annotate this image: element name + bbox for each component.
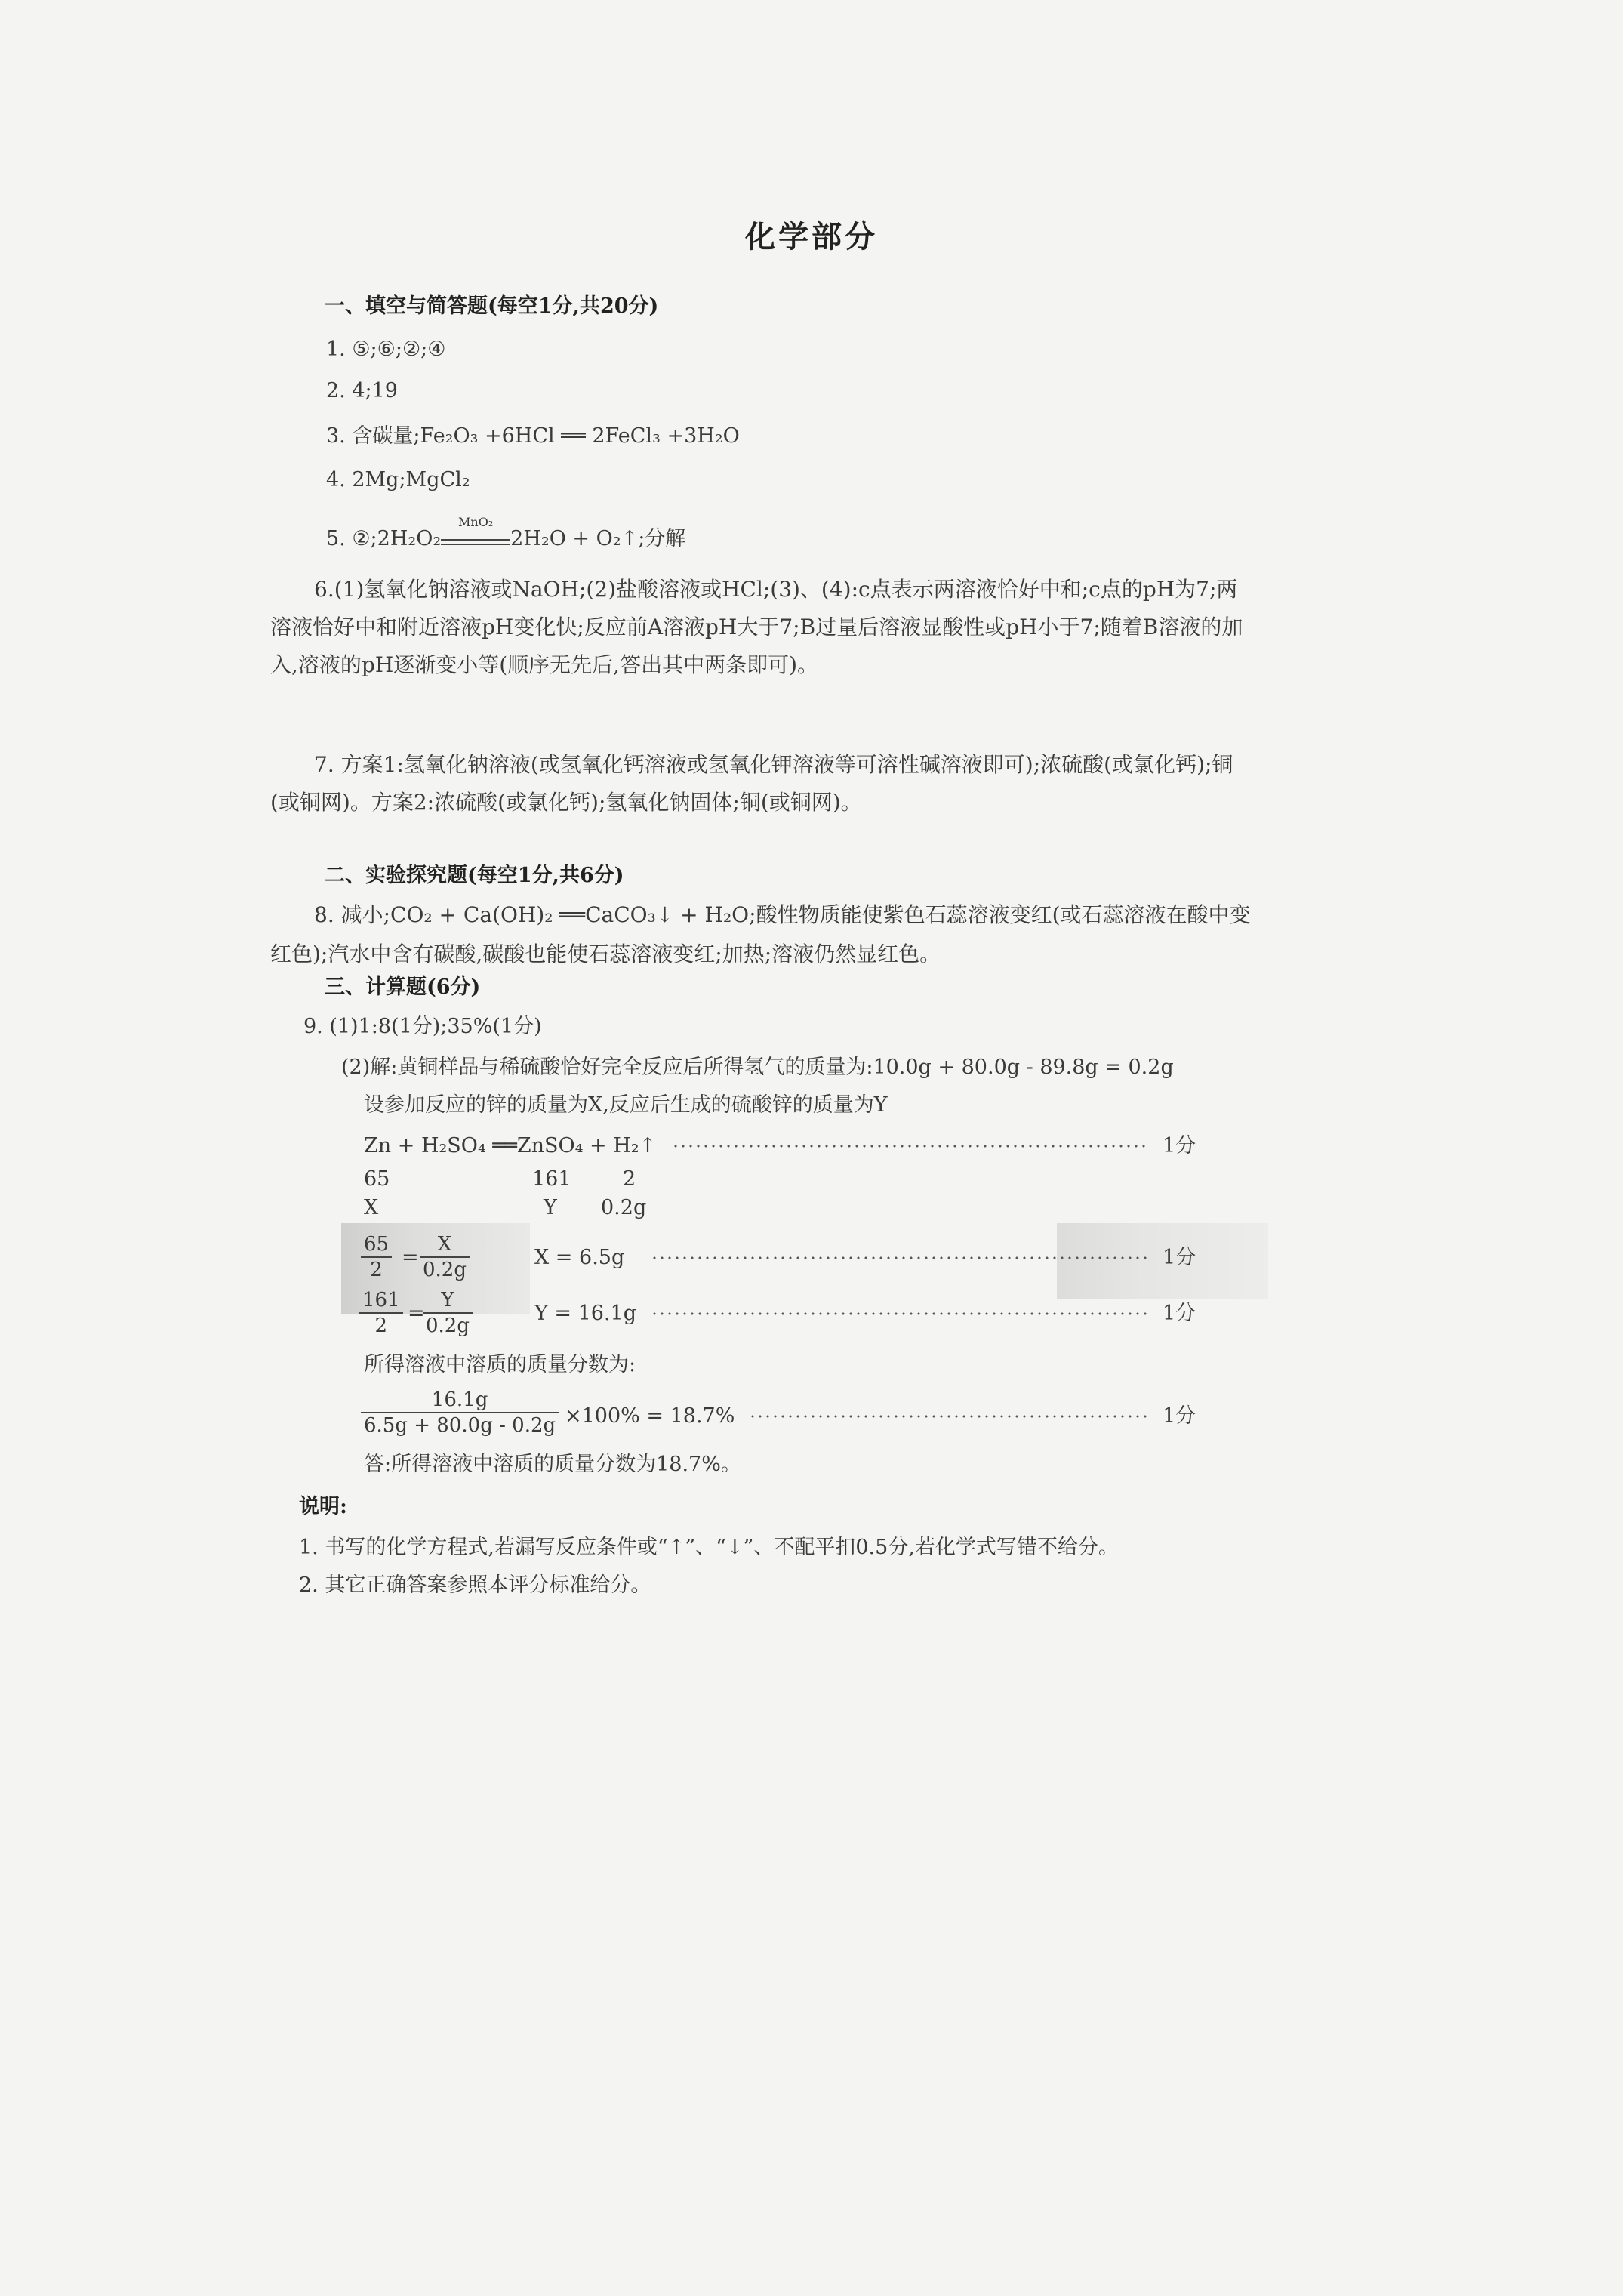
fraction-numerator: 161 [359, 1288, 403, 1314]
reaction-equation: Zn + H₂SO₄ ══ZnSO₄ + H₂↑ [364, 1134, 657, 1157]
score-x: 1分 [1163, 1246, 1196, 1269]
mass-fraction-label: 所得溶液中溶质的质量分数为: [364, 1353, 636, 1376]
assumption: 设参加反应的锌的质量为X,反应后生成的硫酸锌的质量为Y [364, 1093, 888, 1117]
coef-zn: 65 [364, 1167, 390, 1191]
result-x: X = 6.5g [534, 1246, 625, 1269]
answer-q5-prefix: 5. ②;2H₂O₂ [326, 527, 442, 550]
note-2: 2. 其它正确答案参照本评分标准给分。 [299, 1573, 651, 1597]
answer-q8: 8. 减小;CO₂ + Ca(OH)₂ ══CaCO₃↓ + H₂O;酸性物质能使紫色石蕊溶液变红(或石蕊溶液在酸中变红色);汽水中含有碳酸,碳酸也能使石蕊溶液变红;加热;溶液仍然显红色。 [270, 902, 1251, 966]
dotted-leader [651, 1312, 1149, 1315]
dotted-leader [672, 1145, 1147, 1148]
section1-heading: 一、填空与简答题(每空1分,共20分) [325, 294, 659, 318]
var-y: Y [544, 1196, 557, 1219]
fraction-161-2 [359, 1288, 403, 1338]
fraction-denominator: 0.2g [426, 1314, 470, 1337]
coef-znso4: 161 [532, 1167, 571, 1191]
fraction-65-2 [361, 1232, 392, 1282]
final-result: ×100% = 18.7% [565, 1404, 735, 1428]
answer-q5-suffix: 2H₂O + O₂↑;分解 [510, 527, 686, 550]
fraction-numerator: X [420, 1232, 470, 1258]
score-y: 1分 [1163, 1302, 1196, 1325]
result-y: Y = 16.1g [534, 1302, 637, 1325]
fraction-denominator: 2 [374, 1314, 388, 1337]
dotted-leader [749, 1415, 1149, 1418]
page-title: 化学部分 [745, 219, 878, 254]
coef-h2: 2 [623, 1167, 636, 1191]
answer-q9-2: (2)解:黄铜样品与稀硫酸恰好完全反应后所得氢气的质量为:10.0g + 80.0g - 89.8g = 0.2g [341, 1056, 1174, 1079]
val-h2: 0.2g [601, 1196, 647, 1219]
equals-sign: = [402, 1246, 419, 1269]
fraction-numerator: 65 [361, 1232, 392, 1258]
answer-q2: 2. 4;19 [326, 379, 398, 402]
final-answer: 答:所得溶液中溶质的质量分数为18.7%。 [364, 1453, 741, 1476]
section2-heading: 二、实验探究题(每空1分,共6分) [325, 864, 624, 887]
fraction-numerator: 16.1g [361, 1388, 559, 1413]
answer-q6: 6.(1)氢氧化钠溶液或NaOH;(2)盐酸溶液或HCl;(3)、(4):c点表示两溶液恰好中和;c点的pH为7;两溶液恰好中和附近溶液pH变化快;反应前A溶液pH大于7;B过量后溶液显酸性或pH小于7;随着B溶液的加入,溶液的pH逐渐变小等(顺序无先后,答出其中两条即可)。 [270, 577, 1243, 677]
catalyst-label: MnO₂ [458, 515, 494, 529]
note-1: 1. 书写的化学方程式,若漏写反应条件或“↑”、“↓”、不配平扣0.5分,若化学式写错不给分。 [299, 1536, 1119, 1559]
answer-q7: 7. 方案1:氢氧化钠溶液(或氢氧化钙溶液或氢氧化钾溶液等可溶性碱溶液即可);浓硫酸(或氯化钙);铜(或铜网)。方案2:浓硫酸(或氯化钙);氢氧化钠固体;铜(或铜网)。 [270, 752, 1233, 815]
final-fraction [361, 1388, 559, 1438]
score-final: 1分 [1163, 1404, 1196, 1428]
catalyst-arrow [441, 515, 510, 545]
fraction-denominator: 0.2g [423, 1259, 467, 1281]
fraction-y-0.2g [423, 1288, 473, 1338]
answer-q9-1: 9. (1)1:8(1分);35%(1分) [303, 1015, 542, 1038]
section3-heading: 三、计算题(6分) [325, 975, 481, 999]
var-x: X [364, 1196, 379, 1219]
answer-q5 [326, 515, 686, 553]
notes-heading: 说明: [299, 1495, 347, 1518]
fraction-numerator: Y [423, 1288, 473, 1314]
equals-sign: = [408, 1302, 425, 1325]
answer-q3: 3. 含碳量;Fe₂O₃ +6HCl ══ 2FeCl₃ +3H₂O [326, 424, 740, 448]
answer-q4: 4. 2Mg;MgCl₂ [326, 468, 470, 492]
fraction-denominator: 2 [370, 1259, 383, 1281]
fraction-denominator: 6.5g + 80.0g - 0.2g [364, 1414, 556, 1437]
fraction-x-0.2g [420, 1232, 470, 1282]
answer-q1: 1. ⑤;⑥;②;④ [326, 337, 446, 361]
dotted-leader [651, 1256, 1149, 1259]
score-equation: 1分 [1163, 1134, 1196, 1157]
